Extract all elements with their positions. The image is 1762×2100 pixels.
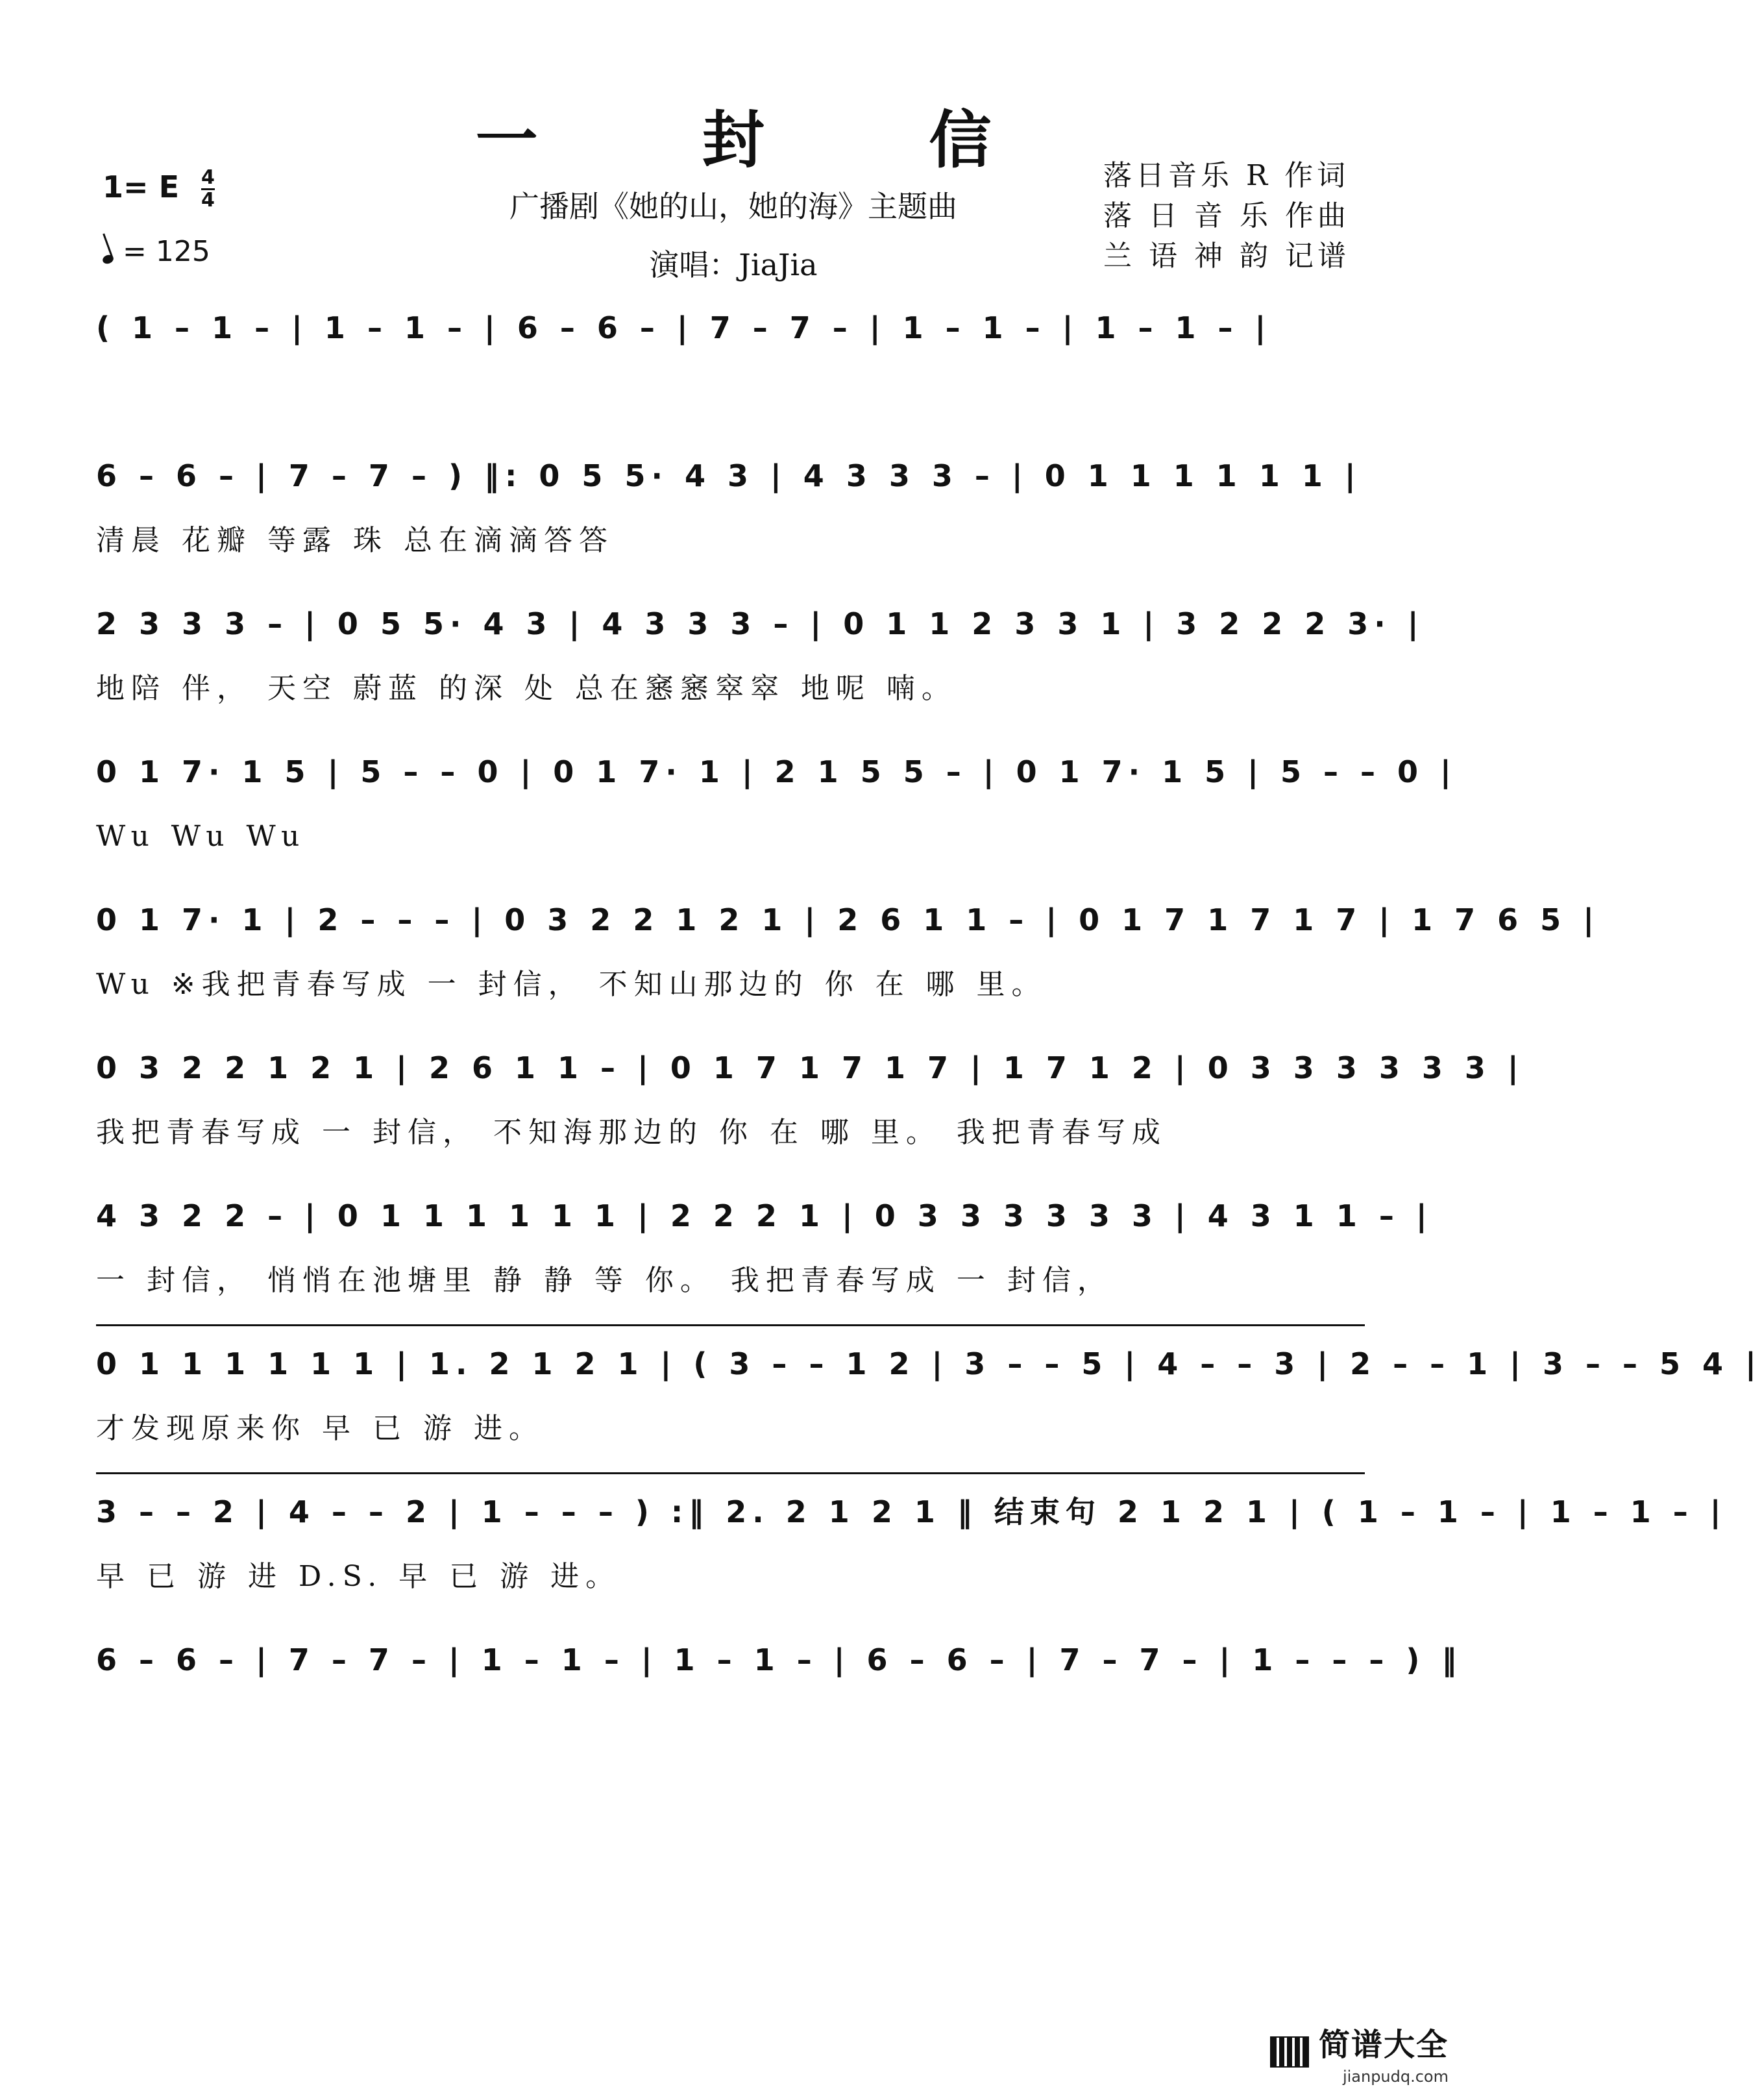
score-system-4	[96, 736, 1457, 884]
notes-line: 0 3 2 2 1 2 1 | 2 6 1 1 – | 0 1 7 1 7 1 7 | 1 7 1 2 | 0 3 3 3 3 3 3 |	[96, 1050, 1524, 1085]
transcriber-credit: 兰 语 神 韵 记谱	[1103, 240, 1350, 273]
composer-credit: 落 日 音 乐 作曲	[1103, 199, 1350, 232]
notes-line: 6 – 6 – | 7 – 7 – | 1 – 1 – | 1 – 1 – | 6 – 6 – | 7 – 7 – | 1 – – – ) ‖	[96, 1642, 1463, 1677]
notes-line: 0 1 7· 1 5 | 5 – – 0 | 0 1 7· 1 | 2 1 5 5 – | 0 1 7· 1 5 | 5 – – 0 |	[96, 754, 1457, 789]
volta-bracket-line	[96, 1324, 1365, 1326]
notes-line: 0 1 7· 1 | 2 – – – | 0 3 2 2 1 2 1 | 2 6 1 1 – | 0 1 7 1 7 1 7 | 1 7 6 5 |	[96, 902, 1600, 937]
score-system-2	[96, 440, 1365, 588]
notes-line: 3 – – 2 | 4 – – 2 | 1 – – – ) :‖ 2. 2 1 2 1 ‖ 结束句 2 1 2 1 | ( 1 – 1 – | 1 – 1 – |	[96, 1494, 1727, 1529]
notes-line: 4 3 2 2 – | 0 1 1 1 1 1 1 | 2 2 2 1 | 0 3 3 3 3 3 3 | 4 3 1 1 – |	[96, 1198, 1433, 1233]
tempo-value: = 125	[123, 235, 210, 268]
time-numerator: 4	[201, 166, 215, 189]
score-system-1	[96, 292, 1365, 440]
singer-line: 演唱：JiaJia	[649, 247, 818, 282]
notes-line: 0 1 1 1 1 1 1 | 1. 2 1 2 1 | ( 3 – – 1 2 | 3 – – 5 | 4 – – 3 | 2 – – 1 | 3 – – 5 4 |	[96, 1346, 1762, 1381]
quarter-note-icon	[101, 253, 114, 265]
notes-line: 6 – 6 – | 7 – 7 – ) ‖: 0 5 5· 4 3 | 4 3 3 3 – | 0 1 1 1 1 1 1 |	[96, 458, 1362, 493]
lyrics-line: 一 封信， 悄悄在池塘里 静 静 等 你。 我把青春写成 一 封信，	[96, 1264, 1112, 1297]
score-system-5	[96, 884, 1600, 1032]
notes-line: 2 3 3 3 – | 0 5 5· 4 3 | 4 3 3 3 – | 0 1 1 2 3 3 1 | 3 2 2 2 3· |	[96, 606, 1425, 641]
lyrics-line: 才发现原来你 早 已 游 进。	[96, 1412, 544, 1445]
score-system-6	[96, 1032, 1524, 1180]
piano-keys-icon	[1270, 2036, 1309, 2068]
lyrics-line: 清晨 花瓣 等露 珠 总在滴滴答答	[96, 524, 614, 557]
lyrics-line	[96, 1696, 1365, 1754]
time-denominator: 4	[201, 189, 215, 212]
score-system-10	[96, 1624, 1463, 1772]
watermark-name: 简谱大全	[1318, 2026, 1449, 2063]
site-watermark	[1270, 2020, 1449, 2086]
key-label: 1= E	[103, 169, 179, 204]
lyrics-line: 早 已 游 进 D.S. 早 已 游 进。	[96, 1560, 621, 1593]
key-signature	[103, 167, 215, 211]
lyrics-line	[96, 364, 1365, 422]
score	[96, 292, 1762, 1772]
score-system-9	[96, 1476, 1727, 1624]
watermark-url: jianpudq.com	[1342, 2068, 1449, 2086]
time-signature	[201, 167, 215, 211]
score-system-3	[96, 588, 1425, 736]
notes-line: ( 1 – 1 – | 1 – 1 – | 6 – 6 – | 7 – 7 – | 1 – 1 – | 1 – 1 – |	[96, 310, 1272, 345]
credits	[1103, 156, 1350, 277]
subtitle: 广播剧《她的山，她的海》主题曲	[509, 189, 957, 224]
lyricist-credit: 落日音乐 R 作词	[1103, 159, 1350, 192]
score-system-8	[96, 1328, 1762, 1476]
score-system-7	[96, 1180, 1433, 1328]
lyrics-line: 地陪 伴， 天空 蔚蓝 的深 处 总在窸窸窣窣 地呢 喃。	[96, 672, 957, 705]
volta-bracket-line	[96, 1472, 1365, 1474]
lyrics-line: Wu Wu Wu	[96, 820, 306, 853]
tempo-marking	[103, 235, 210, 268]
song-title: 一 封 信	[475, 103, 1063, 177]
lyrics-line: Wu ※我把青春写成 一 封信， 不知山那边的 你 在 哪 里。	[96, 968, 1047, 1001]
lyrics-line: 我把青春写成 一 封信， 不知海那边的 你 在 哪 里。 我把青春写成	[96, 1116, 1167, 1149]
